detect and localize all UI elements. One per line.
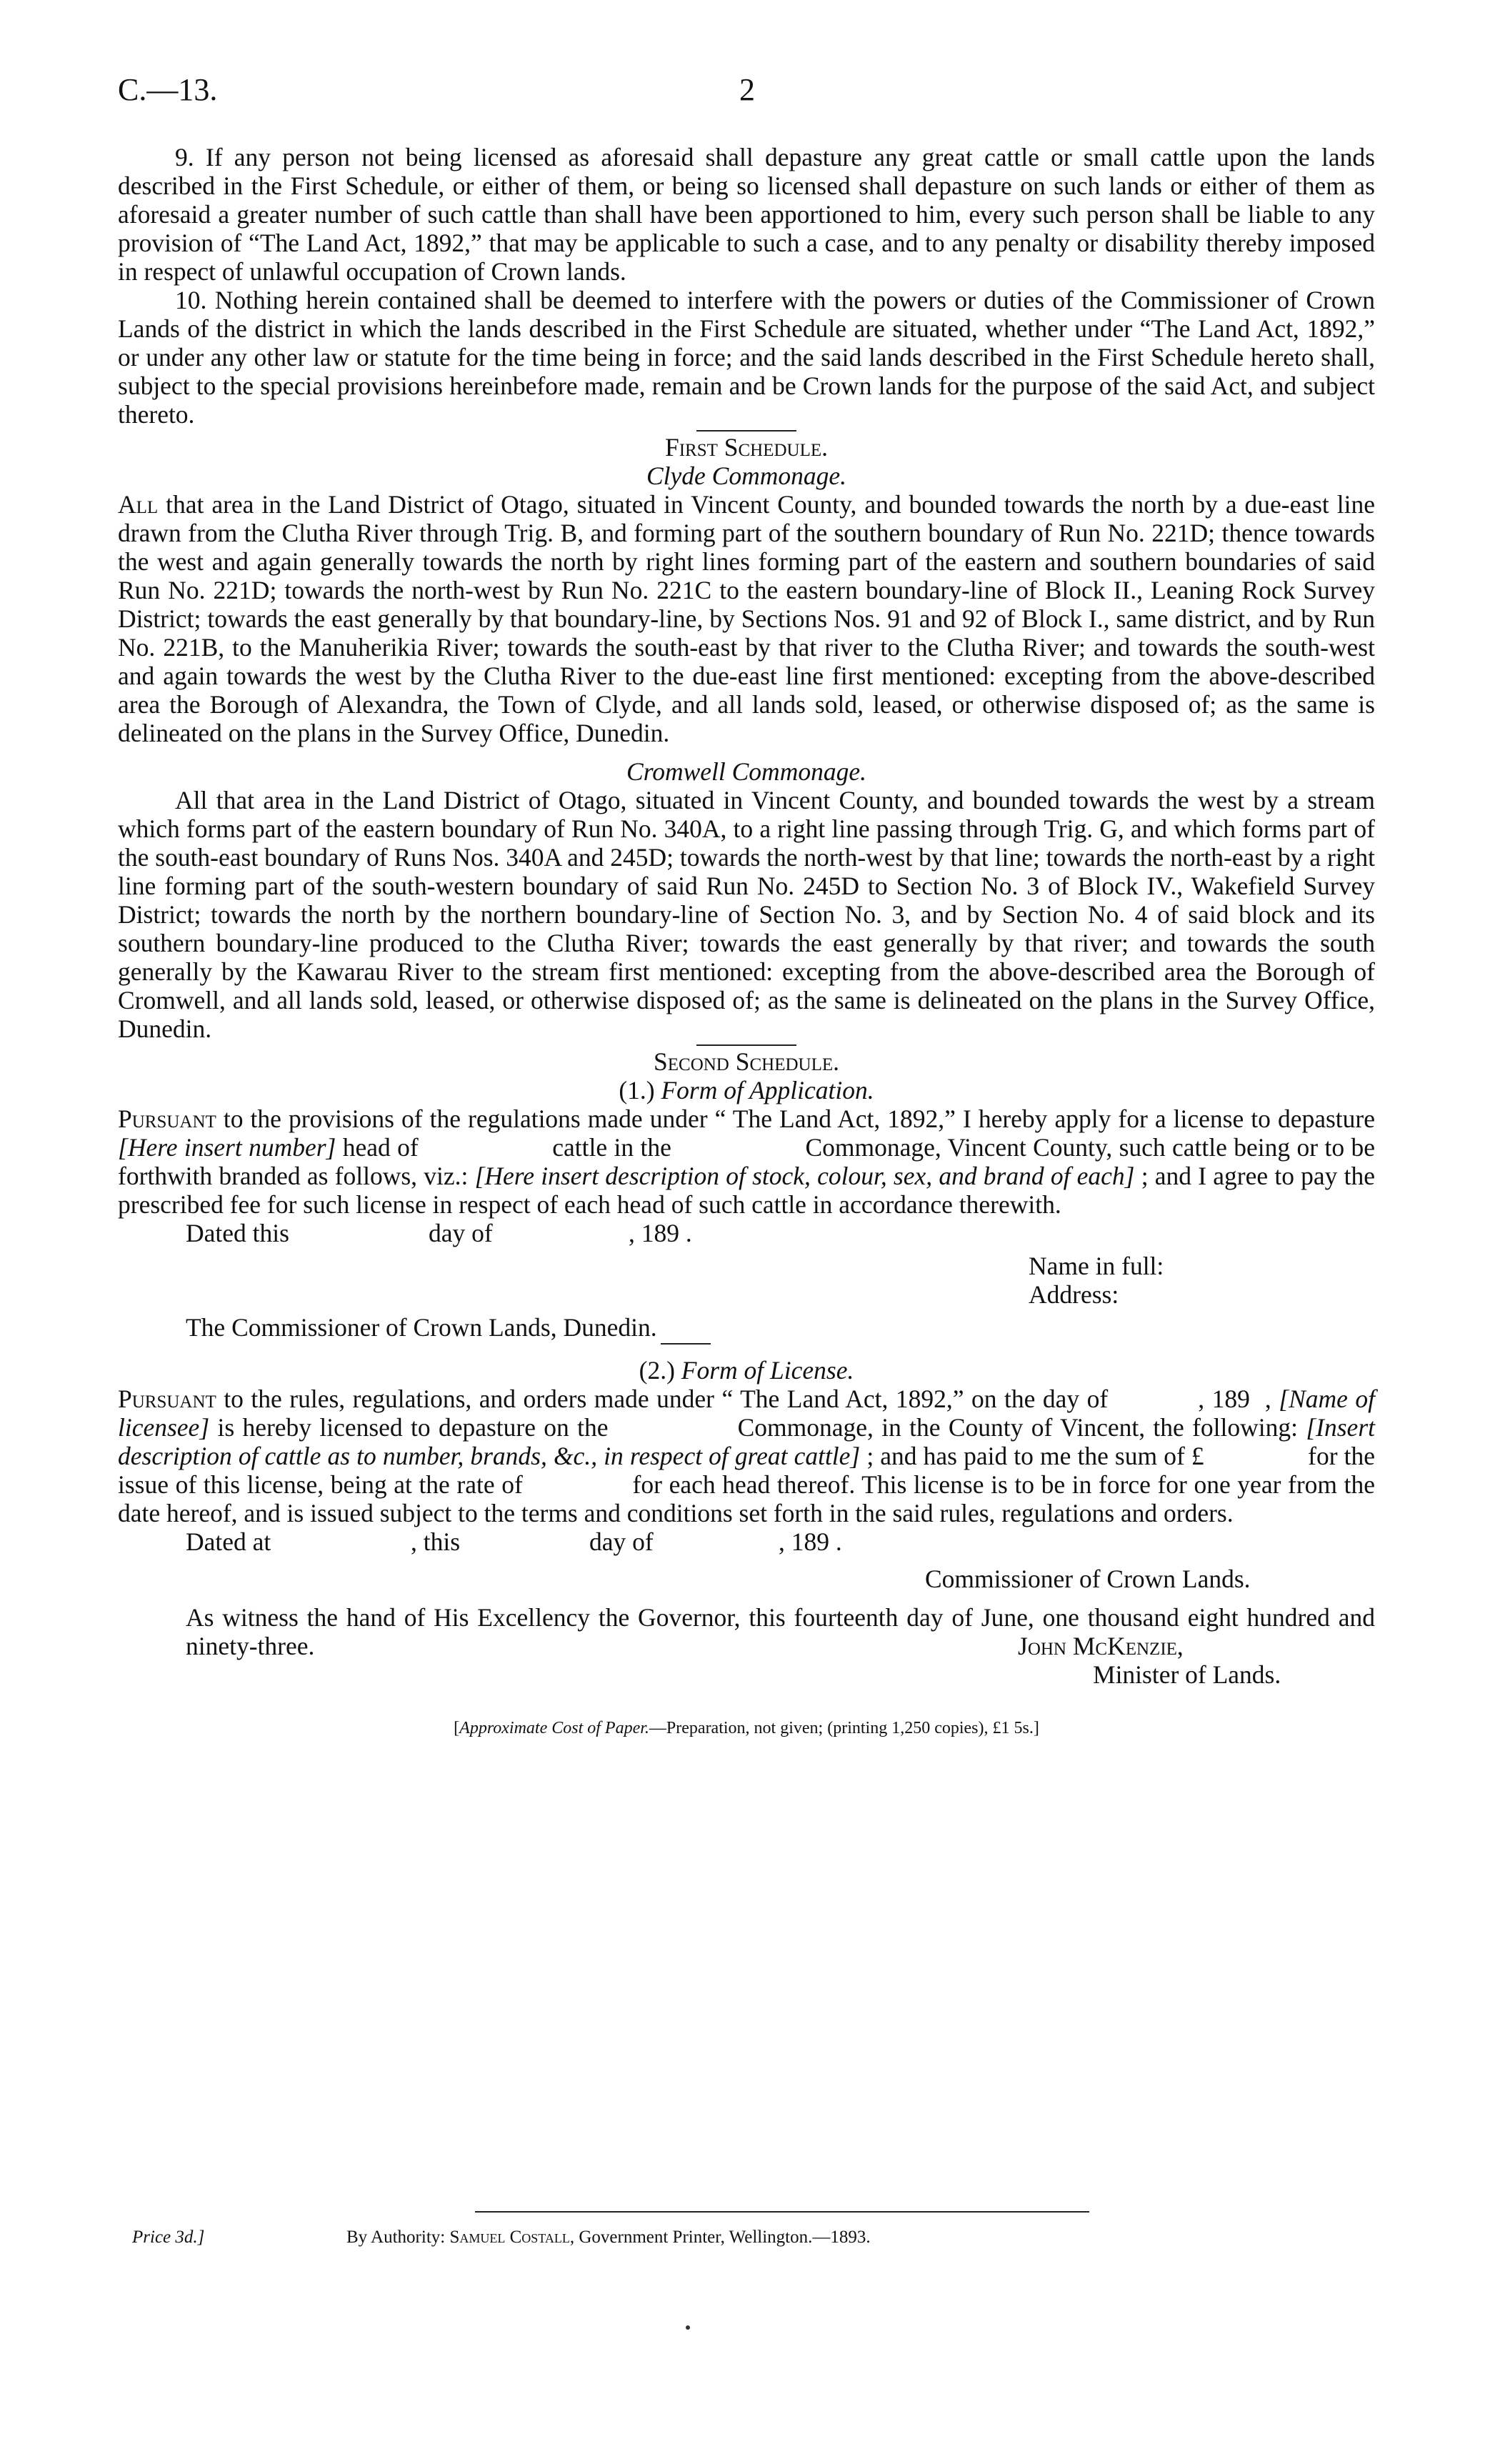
form-1-body	[118, 1104, 1381, 1219]
paragraph-9: 9. If any person not being licensed as aforesaid shall depasture any great cattle or small cattle upon the lands described in the First Schedule, or either of them, or being so licensed shall depasture on such lands or either of them as aforesaid a greater number of such cattle than shall have been apportioned to him, every such person shall be liable to any provision of “The Land Act, 1892,” that may be applicable to such a case, and to any penalty or disability thereby imposed in respect of unlawful occupation of Crown lands.	[118, 143, 1375, 286]
form-1-dayof-label: day of	[429, 1219, 493, 1247]
form-1-italic-1: [Here insert number]	[118, 1133, 336, 1162]
form-2-heading	[118, 1356, 1375, 1385]
cost-note-label: Approximate Cost of Paper.	[459, 1719, 649, 1737]
form-1-text-2: head of cattle in the Commonage, Vincent County, such cattle being or to be forthwith branded as follows, viz.:	[118, 1133, 1381, 1190]
form-1-address-label: Address:	[1029, 1280, 1119, 1309]
form-1-number: (1.)	[619, 1076, 655, 1104]
form-1-dated-label: Dated this	[186, 1219, 289, 1247]
price-label: Price 3d.]	[132, 2228, 205, 2247]
form-2-dated-at-label: Dated at	[186, 1527, 271, 1556]
form-2-body	[118, 1385, 1381, 1527]
form-1-text-1: to the provisions of the regulations made under “ The Land Act, 1892,” I hereby apply for a license to depasture	[216, 1104, 1375, 1133]
cromwell-commonage-heading: Cromwell Commonage.	[626, 757, 866, 786]
minister-name: John McKenzie,	[1018, 1632, 1184, 1660]
authority-suffix: Government Printer, Wellington.—1893.	[579, 2228, 871, 2247]
second-schedule-heading: Second Schedule.	[654, 1047, 839, 1076]
form-2-text-3: ; and has paid to me the sum of £ for the issue of this license, being at the rate of for each head thereof. This license is to be in force for one year from the date hereof, and is issued subject to the terms and conditions set forth in the said rules, regulations and orders.	[118, 1442, 1381, 1527]
form-1-dated-line	[118, 1219, 1375, 1247]
page-header	[118, 71, 1375, 114]
section-divider	[696, 1044, 796, 1046]
authority-prefix: By Authority:	[346, 2228, 446, 2247]
form-1-title: Form of Application.	[661, 1076, 874, 1104]
minister-signature	[118, 1632, 1375, 1689]
printer-name: Samuel Costall,	[449, 2228, 575, 2247]
form-2-year-label: , 189 .	[779, 1527, 842, 1556]
footer-divider	[475, 2211, 1089, 2213]
cost-note-open-bracket: [	[454, 1719, 460, 1737]
page-number: 2	[739, 72, 755, 107]
form-2-title: Form of License.	[681, 1356, 854, 1385]
clyde-commonage-description	[118, 490, 1375, 747]
cost-note	[118, 1717, 1375, 1739]
clyde-text: that area in the Land District of Otago, situated in Vincent County, and bounded towards the north by a due-east line drawn from the Clutha River through Trig. B, and forming part of the southern boundary of Run No. 221D; thence towards the west and again generally towards the north by right lines forming part of the eastern and southern boundaries of said Run No. 221D; towards the north-west by Run No. 221C to the eastern boundary-line of Block II., Leaning Rock Survey District; towards the east generally by that boundary-line, by Sections Nos. 91 and 92 of Block I., same district, and by Run No. 221B, to the Manuherikia River; towards the south-east by that river to the Clutha River; and towards the south-west and again towards the west by the Clutha River to the due-east line first mentioned: excepting from the above-described area the Borough of Alexandra, the Town of Clyde, and all lands sold, leased, or otherwise disposed of; as the same is delineated on the plans in the Survey Office, Dunedin.	[118, 490, 1375, 747]
form-1-heading	[118, 1076, 1375, 1104]
witness-text: As witness the hand of His Excellency the Governor, this fourteenth day of June, one thousand eight hundred and ninety-three.	[186, 1603, 1375, 1660]
form-1-lead-word: Pursuant	[118, 1104, 216, 1133]
form-1-year-label: , 189 .	[629, 1219, 692, 1247]
form-1-name-label: Name in full:	[1029, 1252, 1164, 1280]
document-reference: C.—13.	[118, 72, 218, 107]
paragraph-10: 10. Nothing herein contained shall be deemed to interfere with the powers or duties of the Commissioner of Crown Lands of the district in which the lands described in the First Schedule are situated, whether under “The Land Act, 1892,” or under any other law or statute for the time being in force; and the said lands described in the First Schedule hereto shall, subject to the special provisions hereinbefore made, remain and be Crown lands for the purpose of the said Act, and subject thereto.	[118, 286, 1375, 429]
cromwell-commonage-description: All that area in the Land District of Otago, situated in Vincent County, and bounded towards the west by a stream which forms part of the eastern boundary of Run No. 340A, to a right line passing through Trig. G, and which forms part of the south-east boundary of Runs Nos. 340A and 245D; towards the north-west by that line; towards the north-east by a right line forming part of the south-western boundary of said Run No. 245D to Section No. 3 of Block IV., Wakefield Survey District; towards the north by the northern boundary-line of Section No. 3, and by Section No. 4 of said block and its southern boundary-line produced to the Clutha River; towards the east generally by that river; and towards the south generally by the Kawarau River to the stream first mentioned: excepting from the above-described area the Borough of Cromwell, and all lands sold, leased, or otherwise disposed of; as the same is delineated on the plans in the Survey Office, Dunedin.	[118, 786, 1375, 1043]
form-1-italic-2: [Here insert description of stock, colour, sex, and brand of each]	[474, 1162, 1135, 1190]
form-1-text-3: ; and I agree to pay the prescribed fee for such license in respect of each head of such cattle in accordance therewith.	[118, 1162, 1375, 1219]
printer-authority	[346, 2228, 871, 2248]
form-2-dayof-label: day of	[589, 1527, 654, 1556]
form-2-dated-line	[118, 1527, 1375, 1559]
cost-note-text: —Preparation, not given; (printing 1,250 copies), £1 5s.]	[649, 1719, 1039, 1737]
document-body	[118, 143, 1381, 1739]
form-2-lead-word: Pursuant	[118, 1385, 216, 1413]
form-2-text-2: is hereby licensed to depasture on the Commonage, in the County of Vincent, the following:	[209, 1413, 1306, 1442]
section-divider	[696, 430, 796, 432]
clyde-lead-word: All	[118, 490, 159, 519]
clyde-commonage-heading: Clyde Commonage.	[646, 462, 846, 490]
minister-title: Minister of Lands.	[1093, 1660, 1281, 1689]
first-schedule-heading: First Schedule.	[664, 433, 829, 462]
form-1-signature-block	[1029, 1252, 1375, 1309]
form-2-this-label: , this	[411, 1527, 461, 1556]
form-2-signatory: Commissioner of Crown Lands.	[925, 1565, 1251, 1593]
form-2-italic-2: [Insert description of cattle as to number, brands, &c., in respect of great cattle]	[118, 1413, 1375, 1470]
form-2-italic-1: [Name of licensee]	[118, 1385, 1376, 1442]
form-2-text-1: to the rules, regulations, and orders made under “ The Land Act, 1892,” on the day of , 189 ,	[216, 1385, 1279, 1413]
print-mark	[686, 2325, 690, 2330]
form-1-addressee: The Commissioner of Crown Lands, Dunedin.	[186, 1313, 657, 1342]
form-divider	[661, 1343, 711, 1345]
form-2-number: (2.)	[639, 1356, 675, 1385]
